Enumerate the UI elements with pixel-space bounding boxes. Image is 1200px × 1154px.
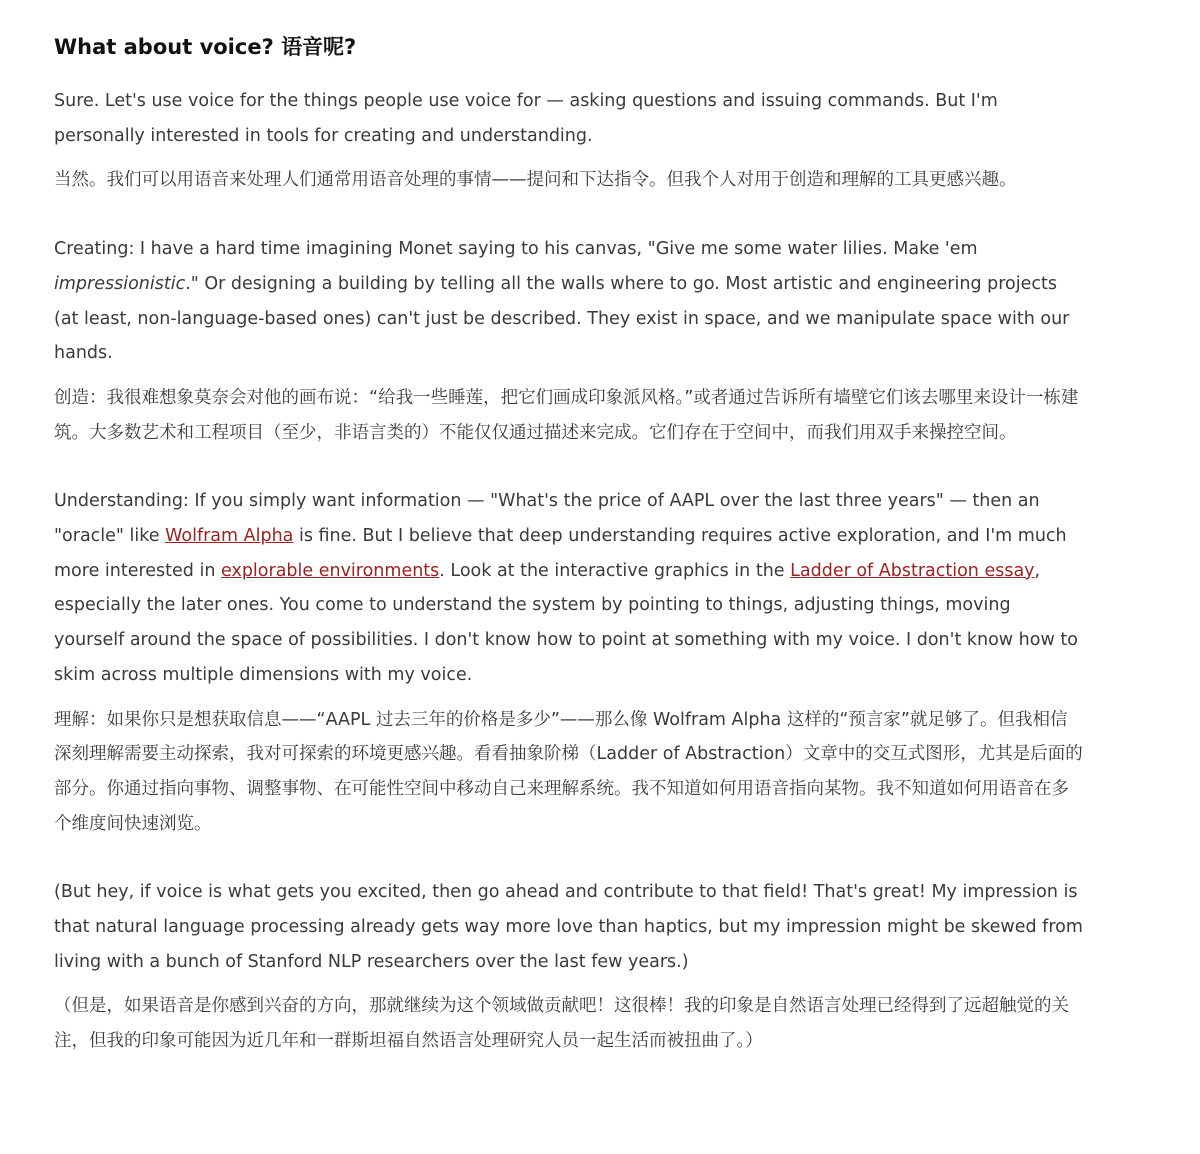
ladder-of-abstraction-link[interactable]: Ladder of Abstraction essay <box>790 560 1035 581</box>
creating-text-1: Creating: I have a hard time imagining Monet saying to his canvas, "Give me some water lilies. Make 'em <box>54 239 978 260</box>
wolfram-alpha-link[interactable]: Wolfram Alpha <box>165 526 294 547</box>
understanding-text-2: is fine. But I believe that deep understanding requires active exploration, and I'm much more interested in <box>54 526 1067 581</box>
section-heading: What about voice? 语音呢? <box>54 35 357 59</box>
understanding-paragraph-zh: 理解：如果你只是想获取信息——“AAPL 过去三年的价格是多少”——那么像 Wolfram Alpha 这样的“预言家”就足够了。但我相信深刻理解需要主动探索，我对可探索的环境更感兴趣。看看抽象阶梯（Ladder of Abstraction）文章中的交互式图形，尤其是后面的部分。你通过指向事物、调整事物、在可能性空间中移动自己来理解系统。我不知道如何用语音指向某物。我不知道如何用语音在多个维度间快速浏览。 <box>54 709 1083 834</box>
voice-paragraph-en: Sure. Let's use voice for the things people use voice for — asking questions and issuing commands. But I'm personally interested in tools for creating and understanding. <box>54 91 998 146</box>
understanding-paragraph-en <box>54 484 1084 692</box>
voice-paragraph-zh: 当然。我们可以用语音来处理人们通常用语音处理的事情——提问和下达指令。但我个人对用于创造和理解的工具更感兴趣。 <box>54 170 1017 191</box>
creating-paragraph-zh: 创造：我很难想象莫奈会对他的画布说：“给我一些睡莲，把它们画成印象派风格。”或者通过告诉所有墙壁它们该去哪里来设计一栋建筑。大多数艺术和工程项目（至少，非语言类的）不能仅仅通过描述来完成。它们存在于空间中，而我们用双手来操控空间。 <box>54 387 1079 443</box>
closing-paragraph-zh: （但是，如果语音是你感到兴奋的方向，那就继续为这个领域做贡献吧！这很棒！我的印象是自然语言处理已经得到了远超触觉的关注，但我的印象可能因为近几年和一群斯坦福自然语言处理研究人员一起生活而被扭曲了。） <box>54 996 1069 1052</box>
understanding-text-1: Understanding: If you simply want information — "What's the price of AAPL over the last three years" — then an "oracle" like <box>54 491 1040 547</box>
creating-emphasis: impressionistic <box>54 273 186 294</box>
article-body <box>54 30 1084 1059</box>
creating-paragraph-en <box>54 232 1084 371</box>
understanding-text-3: . Look at the interactive graphics in the <box>439 560 791 581</box>
creating-text-2: ." Or designing a building by telling all the walls where to go. Most artistic and engineering projects (at least, non-language-based ones) can't just be described. They exist in space, and we manipulate space with our hands. <box>54 273 1070 364</box>
closing-paragraph-en: (But hey, if voice is what gets you excited, then go ahead and contribute to that field! That's great! My impression is that natural language processing already gets way more love than haptics, but my impression might be skewed from living with a bunch of Stanford NLP researchers over the last few years.) <box>54 882 1083 972</box>
explorable-environments-link[interactable]: explorable environments <box>221 560 440 581</box>
understanding-text-4: , especially the later ones. You come to understand the system by pointing to things, adjusting things, moving yourself around the space of possibilities. I don't know how to point at something with my voice. I don't know how to skim across multiple dimensions with my voice. <box>54 560 1078 685</box>
